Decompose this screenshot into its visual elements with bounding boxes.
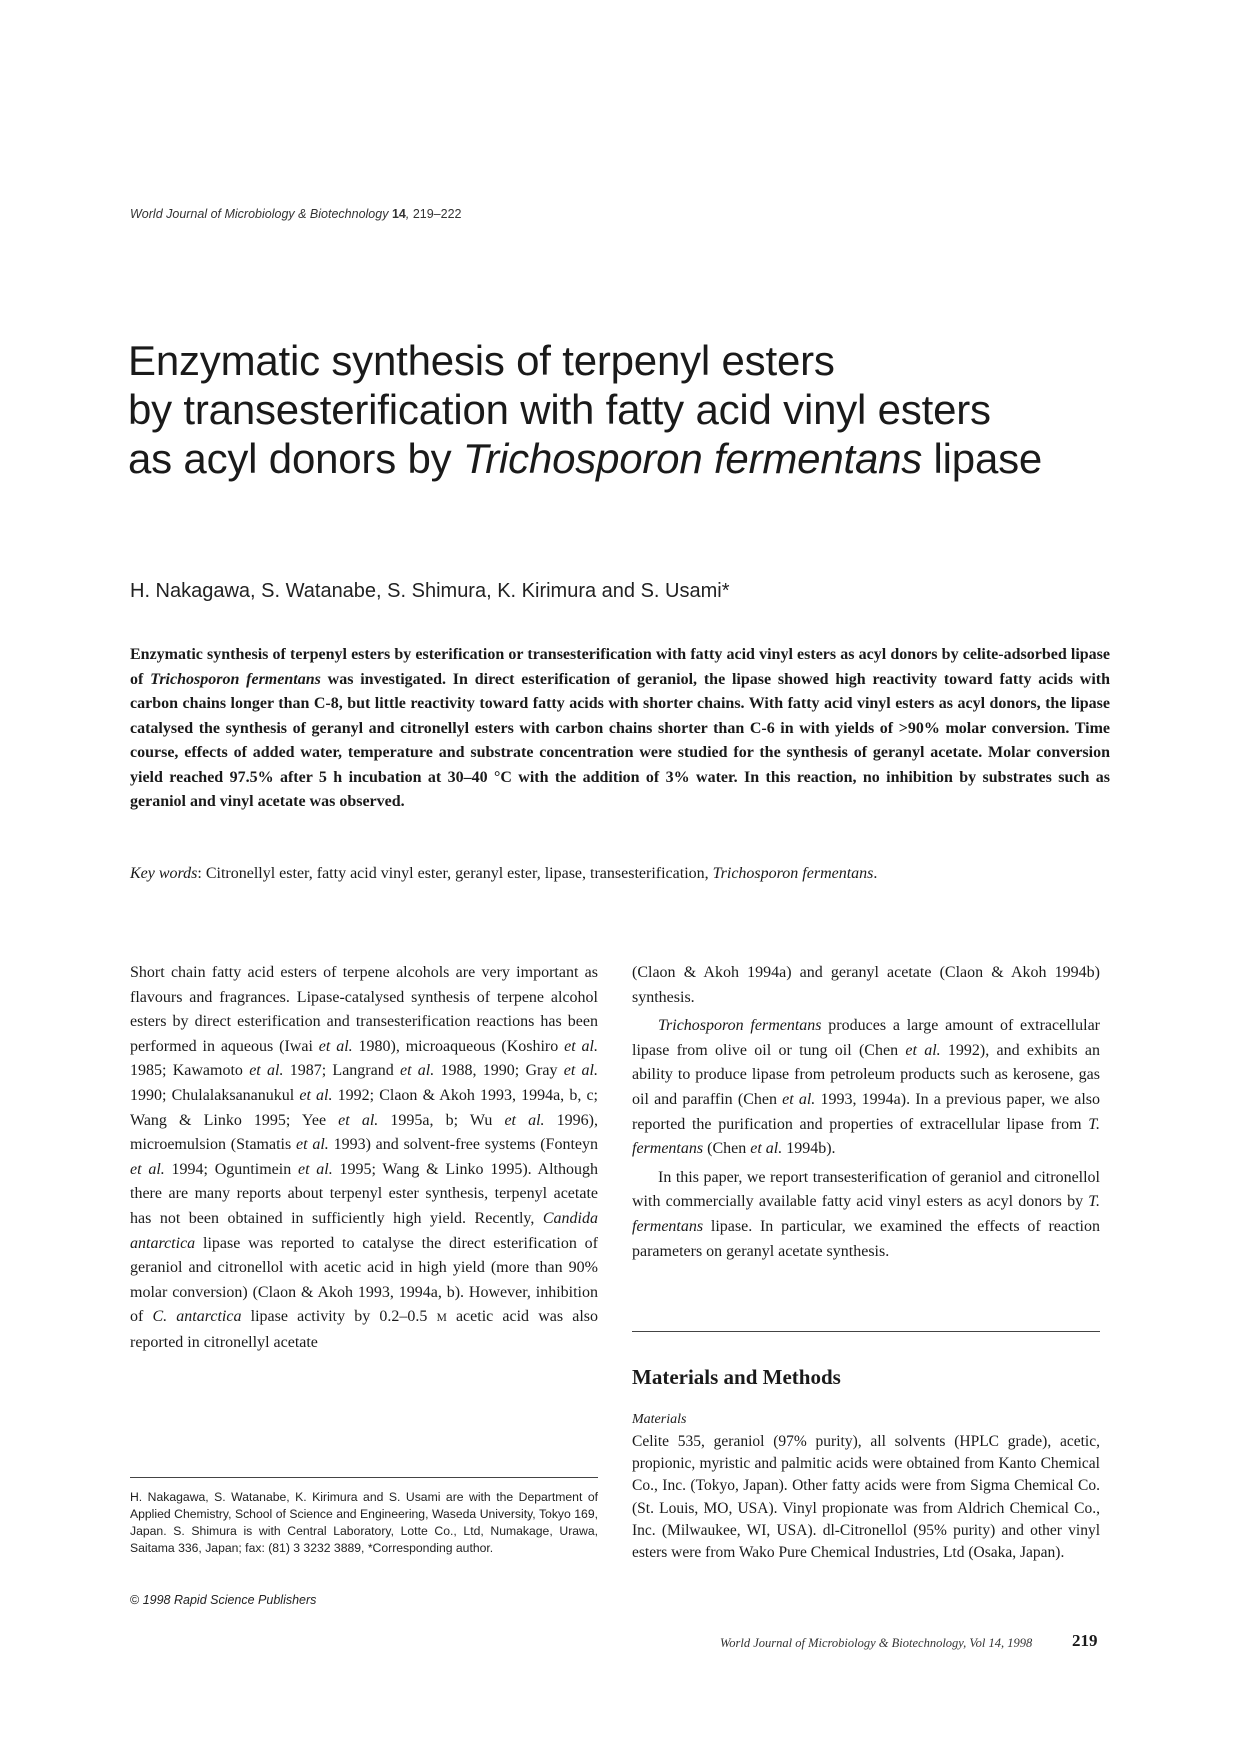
intro-continuation: (Claon & Akoh 1994a) and geranyl acetate (Claon & Akoh 1994b) synthesis. [632,964,1100,1006]
journal-header: World Journal of Microbiology & Biotechnology 14, 219–222 [130,207,462,221]
section-divider [632,1331,1100,1332]
keywords: Key words: Citronellyl ester, fatty acid vinyl ester, geranyl ester, lipase, transesterification, Trichosporon fermentans. [130,865,878,882]
journal-volume: 14 [391,207,406,221]
intro-paragraph: Short chain fatty acid esters of terpene alcohols are very important as flavours and fragrances. Lipase-catalysed synthesis of terpene alcohol esters by direct esterification and transesterification reactions has been performed in aqueous (Iwai et al. 1980), microaqueous (Koshiro et al. 1985; Kawamoto et al. 1987; Langrand et al. 1988, 1990; Gray et al. 1990; Chulalaksananukul et al. 1992; Claon & Akoh 1993, 1994a, b, c; Wang & Linko 1995; Yee et al. 1995a, b; Wu et al. 1996), microemulsion (Stamatis et al. 1993) and solvent-free systems (Fonteyn et al. 1994; Oguntimein et al. 1995; Wang & Linko 1995). Although there are many reports about terpenyl ester synthesis, terpenyl acetate has not been obtained in sufficiently high yield. Recently, Candida antarctica lipase was reported to catalyse the direct esterification of geraniol and citronellol with acetic acid in high yield (more than 90% molar conversion) (Claon & Akoh 1993, 1994a, b). However, inhibition of C. antarctica lipase activity by 0.2–0.5 M acetic acid was also reported in citronellyl acetate [130,964,599,1351]
article-title [128,336,1128,483]
keywords-label: Key words [130,865,198,882]
subsection-heading-materials: Materials [632,1412,687,1427]
title-organism: Trichosporon fermentans [462,435,923,482]
intro-paragraph-2: Trichosporon fermentans produces a large amount of extracellular lipase from olive oil or tung oil (Chen et al. 1992), and exhibits an ability to produce lipase from petroleum products such as kerosene, gas oil and paraffin (Chen et al. 1993, 1994a). In a previous paper, we also reported the purification and properties of extracellular lipase from T. fermentans (Chen et al. 1994b). [632,1017,1101,1158]
title-line-2: by transesterification with fatty acid vinyl esters [128,386,991,433]
copyright: © 1998 Rapid Science Publishers [130,1593,317,1607]
authors: H. Nakagawa, S. Watanabe, S. Shimura, K. Kirimura and S. Usami* [130,580,730,602]
abstract: Enzymatic synthesis of terpenyl esters by esterification or transesterification with fatty acid vinyl esters as acyl donors by celite-adsorbed lipase of Trichosporon fermentans was investigated. In direct esterification of geraniol, the lipase showed high reactivity toward fatty acids with carbon chains longer than C-8, but little reactivity toward fatty acids with shorter chains. With fatty acid vinyl esters as acyl donors, the lipase catalysed the synthesis of geranyl and citronellyl esters with carbon chains shorter than C-6 in with yields of >90% molar conversion. Time course, effects of added water, temperature and substrate concentration were studied for the synthesis of geranyl acetate. Molar conversion yield reached 97.5% after 5 h incubation at 30–40 °C with the addition of 3% water. In this reaction, no inhibition by substrates such as geraniol and vinyl acetate was observed. [130,646,1111,810]
journal-pages: 219–222 [412,207,462,221]
copyright-symbol: © [130,1593,140,1607]
footnote-divider [130,1477,598,1478]
right-column [632,961,1100,1264]
section-heading-materials-methods: Materials and Methods [632,1365,841,1389]
intro-paragraph-3: In this paper, we report transesterification of geraniol and citronellol with commercially available fatty acid vinyl esters as acyl donors by T. fermentans lipase. In particular, we examined the effects of reaction parameters on geranyl acetate synthesis. [632,1168,1100,1260]
title-line-3: as acyl donors by Trichosporon fermentans lipase [128,435,1043,482]
title-line-1: Enzymatic synthesis of terpenyl esters [128,337,835,384]
journal-name: World Journal of Microbiology & Biotechnology [130,207,389,221]
author-affiliation-footnote: H. Nakagawa, S. Watanabe, K. Kirimura and S. Usami are with the Department of Applied Chemistry, School of Science and Engineering, Waseda University, Tokyo 169, Japan. S. Shimura is with Central Laboratory, Lotte Co., Ltd, Numakage, Urawa, Saitama 336, Japan; fax: (81) 3 3232 3889, *Corresponding author. [130,1490,598,1555]
page-number: 219 [1072,1631,1098,1650]
molar-unit: M [436,1312,447,1325]
materials-paragraph: Celite 535, geraniol (97% purity), all solvents (HPLC grade), acetic, propionic, myristic and palmitic acids were obtained from Kanto Chemical Co., Inc. (Tokyo, Japan). Other fatty acids were from Sigma Chemical Co. (St. Louis, MO, USA). Vinyl propionate was from Aldrich Chemical Co., Inc. (Milwaukee, WI, USA). dl-Citronellol (95% purity) and other vinyl esters were from Wako Pure Chemical Industries, Ltd (Osaka, Japan). [632,1433,1100,1562]
footer-journal: World Journal of Microbiology & Biotechnology, Vol 14, 1998 [720,1636,1033,1650]
